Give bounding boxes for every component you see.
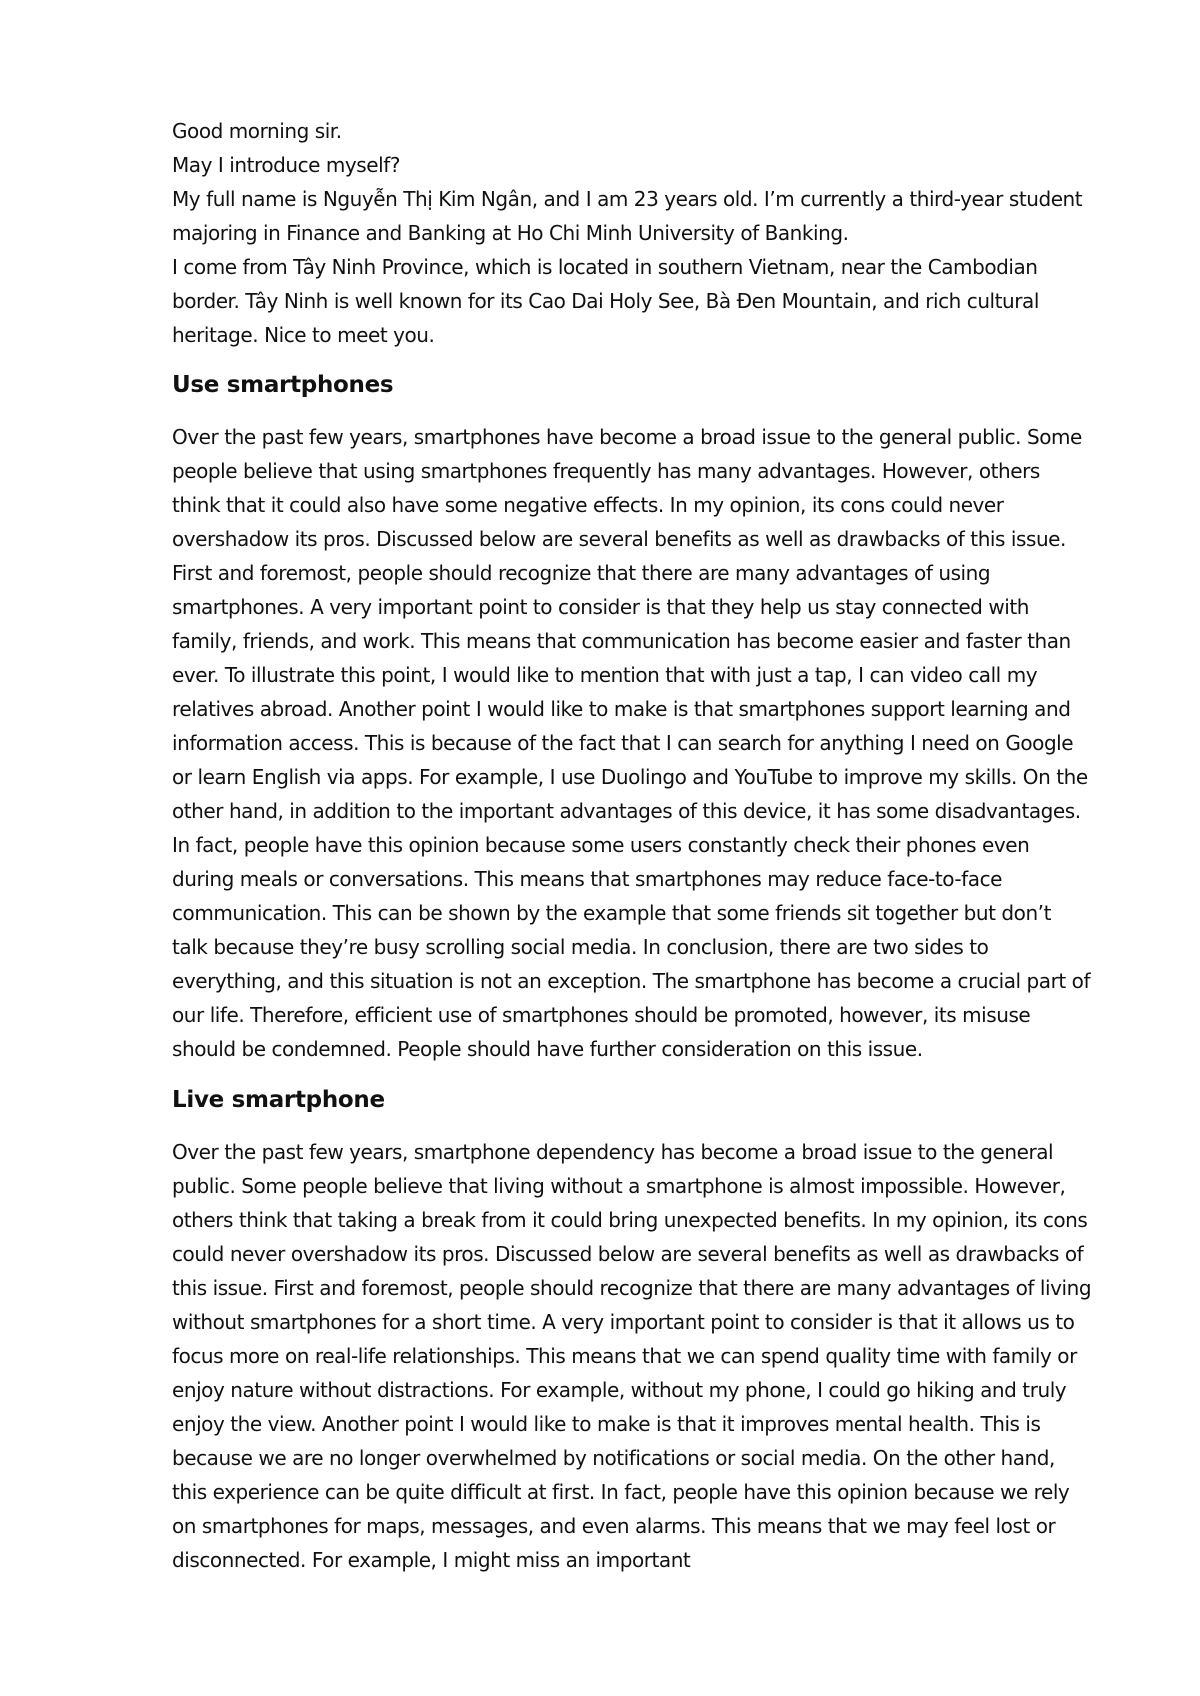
- intro-question: May I introduce myself?: [172, 153, 400, 177]
- document-body: [172, 114, 1092, 1577]
- intro-name-paragraph: My full name is Nguyễn Thị Kim Ngân, and I am 23 years old. I’m currently a third-year student majoring in Finance and Banking at Ho Chi Minh University of Banking.: [172, 187, 1083, 245]
- intro-hometown-paragraph: I come from Tây Ninh Province, which is located in southern Vietnam, near the Cambodian border. Tây Ninh is well known for its Cao Dai Holy See, Bà Đen Mountain, and rich cultural heritage. Nice to meet you.: [172, 255, 1039, 347]
- section-body-use-smartphones: Over the past few years, smartphones have become a broad issue to the general public. Some people believe that using smartphones frequently has many advantages. However, others think that it could also have some negative effects. In my opinion, its cons could never overshadow its pros. Discussed below are several benefits as well as drawbacks of this issue. First and foremost, people should recognize that there are many advantages of using smartphones. A very important point to consider is that they help us stay connected with family, friends, and work. This means that communication has become easier and faster than ever. To illustrate this point, I would like to mention that with just a tap, I can video call my relatives abroad. Another point I would like to make is that smartphones support learning and information access. This is because of the fact that I can search for anything I need on Google or learn English via apps. For example, I use Duolingo and YouTube to improve my skills. On the other hand, in addition to the important advantages of this device, it has some disadvantages. In fact, people have this opinion because some users constantly check their phones even during meals or conversations. This means that smartphones may reduce face-to-face communication. This can be shown by the example that some friends sit together but don’t talk because they’re busy scrolling social media. In conclusion, there are two sides to everything, and this situation is not an exception. The smartphone has become a crucial part of our life. Therefore, efficient use of smartphones should be promoted, however, its misuse should be condemned. People should have further consideration on this issue.: [172, 425, 1091, 1061]
- section-body-live-smartphone: Over the past few years, smartphone dependency has become a broad issue to the general public. Some people believe that living without a smartphone is almost impossible. However, others think that taking a break from it could bring unexpected benefits. In my opinion, its cons could never overshadow its pros. Discussed below are several benefits as well as drawbacks of this issue. First and foremost, people should recognize that there are many advantages of living without smartphones for a short time. A very important point to consider is that it allows us to focus more on real-life relationships. This means that we can spend quality time with family or enjoy nature without distractions. For example, without my phone, I could go hiking and truly enjoy the view. Another point I would like to make is that it improves mental health. This is because we are no longer overwhelmed by notifications or social media. On the other hand, this experience can be quite difficult at first. In fact, people have this opinion because we rely on smartphones for maps, messages, and even alarms. This means that we may feel lost or disconnected. For example, I might miss an important: [172, 1140, 1092, 1572]
- intro-greeting: Good morning sir.: [172, 119, 342, 143]
- section-heading-use-smartphones: Use smartphones: [172, 372, 394, 398]
- section-heading-live-smartphone: Live smartphone: [172, 1087, 385, 1113]
- intro-block: [172, 114, 1092, 352]
